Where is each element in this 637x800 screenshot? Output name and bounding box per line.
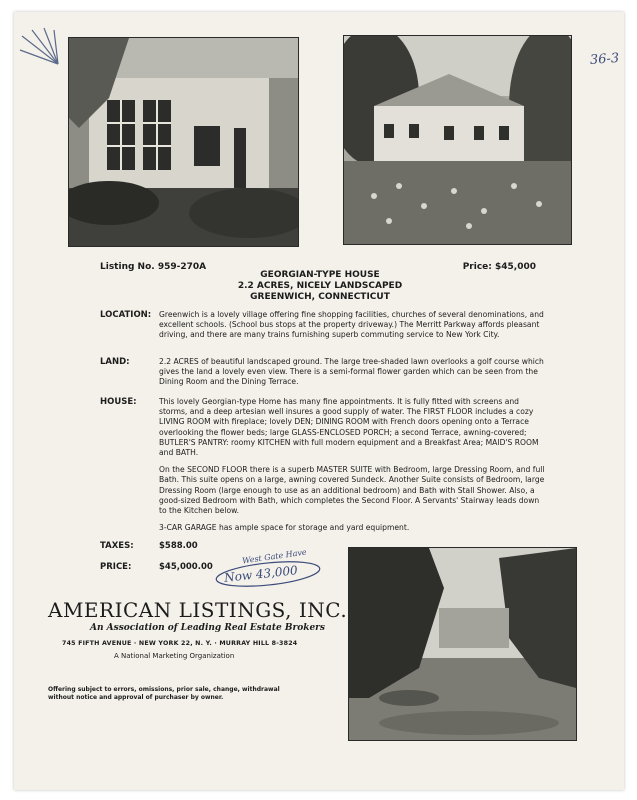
lawn-trees-photo bbox=[348, 547, 577, 741]
house-front-photo bbox=[68, 37, 299, 247]
sunburst-stamp-icon bbox=[18, 26, 62, 66]
taxes-value: $588.00 bbox=[159, 541, 198, 551]
company-tagline: An Association of Leading Real Estate Brokers bbox=[90, 623, 325, 633]
house-paragraph: 3-CAR GARAGE has ample space for storage and yard equipment. bbox=[159, 523, 410, 533]
house-label: HOUSE: bbox=[100, 397, 137, 407]
garden-house-photo bbox=[343, 35, 572, 245]
price-value: $45,000.00 bbox=[159, 562, 213, 572]
title-line: 2.2 ACRES, NICELY LANDSCAPED bbox=[237, 281, 403, 291]
price-label: PRICE: bbox=[100, 562, 132, 572]
handwritten-revised-price: Now 43,000 bbox=[223, 563, 299, 585]
title-line: GREENWICH, CONNECTICUT bbox=[250, 292, 390, 302]
land-label: LAND: bbox=[100, 357, 130, 367]
house-paragraph: This lovely Georgian-type Home has many fine appointments. It is fully fitted with screens and storms, and a deep artesian well insures a good supply of water. The FIRST FLOOR includes a cozy LIVING ROOM with fireplace; lovely DEN; DINING ROOM with French doors opening onto a Terrace overlooking the flower beds; large GLASS-ENCLOSED PORCH; a second Terrace, awning-covered; BUTLER'S PANTRY: roomy KITCHEN with full modern equipment and a Breakfast Area; MAID'S ROOM and BATH. bbox=[159, 397, 539, 458]
company-address: 745 FIFTH AVENUE · NEW YORK 22, N. Y. · MURRAY HILL 8-3824 bbox=[62, 640, 298, 647]
land-text: 2.2 ACRES of beautiful landscaped ground. The large tree-shaded lawn overlooks a golf course which gives the land a lovely even view. There is a semi-formal flower garden which can be seen from the Dining Room and the Dining Terrace. bbox=[159, 357, 544, 387]
disclaimer: Offering subject to errors, omissions, prior sale, change, withdrawal without notice and approval of purchaser by owner. bbox=[48, 686, 280, 701]
handwritten-small: West Gate Have bbox=[241, 547, 308, 566]
title-line: GEORGIAN-TYPE HOUSE bbox=[260, 270, 380, 280]
taxes-label: TAXES: bbox=[100, 541, 134, 551]
location-text: Greenwich is a lovely village offering fine shopping facilities, churches of several denominations, and excellent schools. (School bus stops at the property driveway.) The Merritt Parkway affords pleasant driving, and there are many trains furnishing superb commuting service to New York City. bbox=[159, 310, 544, 340]
handwritten-reference: 36-3 bbox=[589, 50, 620, 69]
house-text bbox=[159, 397, 549, 540]
listing-title bbox=[150, 270, 490, 303]
listing-number: Listing No. 959-270A bbox=[100, 262, 207, 272]
handwritten-price-note bbox=[212, 547, 324, 588]
company-org: A National Marketing Organization bbox=[114, 652, 235, 660]
location-label: LOCATION: bbox=[100, 310, 152, 320]
listing-price: Price: $45,000 bbox=[462, 262, 536, 272]
house-paragraph: On the SECOND FLOOR there is a superb MASTER SUITE with Bedroom, large Dressing Room, and full Bath. This suite opens on a large, awning covered Sundeck. Another Suite consists of Bedroom, large Dressing Room (large enough to use as an additional bedroom) and Bath with Stall Shower. Also, a good-sized Bedroom with Bath, which completes the Second Floor. A Servants' Stairway leads down to the Kitchen below. bbox=[159, 465, 545, 516]
company-name: AMERICAN LISTINGS, INC. bbox=[48, 598, 348, 622]
